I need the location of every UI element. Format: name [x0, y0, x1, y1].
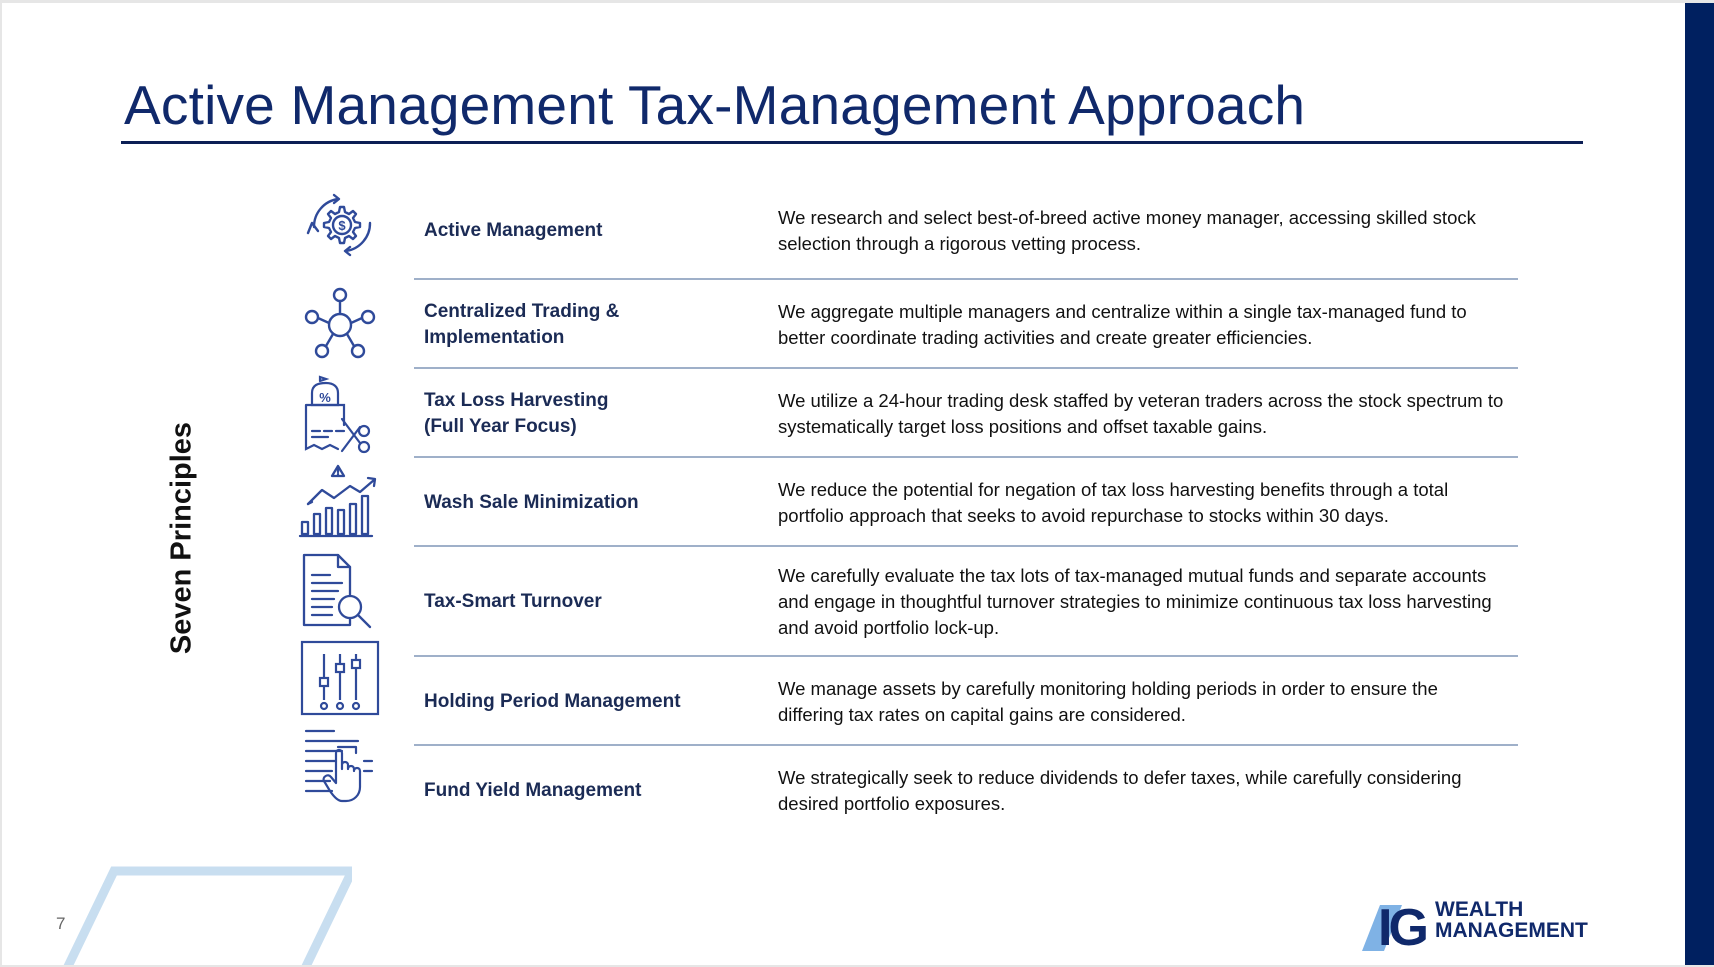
principle-description: We utilize a 24-hour trading desk staffed by veteran traders across the stock spectrum to systematically target loss positions and offset taxable gains.: [778, 389, 1504, 437]
principle-description: We research and select best-of-breed active money manager, accessing skilled stock selection through a rigorous vetting process.: [778, 206, 1476, 254]
principle-name: Wash Sale Minimization: [424, 491, 639, 513]
side-label: Seven Principles: [165, 421, 198, 655]
list-hand-pointer-icon: [298, 723, 382, 803]
principle-description: We strategically seek to reduce dividends to defer taxes, while carefully considering desired portfolio exposures.: [778, 766, 1462, 814]
principle-name: Tax Loss Harvesting (Full Year Focus): [424, 389, 609, 437]
document-magnifier-icon: [298, 551, 382, 631]
decorative-parallelogram: [62, 863, 352, 965]
logo-line-2: MANAGEMENT: [1435, 919, 1588, 942]
dollar-gear-cycle-icon: [298, 193, 382, 273]
svg-text:$: $: [338, 218, 346, 233]
principle-row: [414, 280, 1518, 369]
principle-name: Centralized Trading & Implementation: [424, 300, 620, 348]
tax-receipt-scissors-icon: [298, 375, 382, 455]
title-underline: [121, 141, 1583, 144]
principle-row: [414, 657, 1518, 746]
principle-name: Tax-Smart Turnover: [424, 591, 602, 612]
logo-mark: IG: [1378, 899, 1425, 951]
logo-wordmark: [1435, 899, 1588, 941]
principle-name: Active Management: [424, 219, 603, 241]
principle-row: [414, 458, 1518, 547]
principle-description: We carefully evaluate the tax lots of tax-managed mutual funds and separate accounts and engage in thoughtful turnover strategies to minimize continuous tax loss harvesting and avoid portfolio lock-up.: [778, 565, 1492, 638]
principle-description: We reduce the potential for negation of tax loss harvesting benefits through a total portfolio approach that seeks to avoid repurchase to stocks within 30 days.: [778, 478, 1449, 526]
principle-description: We manage assets by carefully monitoring holding periods in order to ensure the differing tax rates on capital gains are considered.: [778, 677, 1438, 725]
principle-row: [414, 746, 1518, 835]
slide: [2, 3, 1714, 965]
principle-row: [414, 369, 1518, 458]
slide-title: Active Management Tax-Management Approach: [124, 74, 1306, 136]
bar-chart-warning-icon: [298, 460, 382, 540]
principle-name: Fund Yield Management: [424, 779, 642, 801]
principle-name: Holding Period Management: [424, 690, 681, 712]
principle-description: We aggregate multiple managers and centralize within a single tax-managed fund to better coordinate trading activities and create greater efficiencies.: [778, 300, 1467, 348]
accent-bar: [1685, 3, 1714, 965]
logo-line-1: WEALTH: [1435, 898, 1524, 921]
principle-row: [414, 181, 1518, 280]
network-hub-icon: [298, 285, 382, 365]
principle-row: [414, 547, 1518, 657]
svg-text:%: %: [319, 390, 331, 405]
page-number: 7: [56, 914, 66, 933]
sliders-panel-icon: [298, 638, 382, 718]
